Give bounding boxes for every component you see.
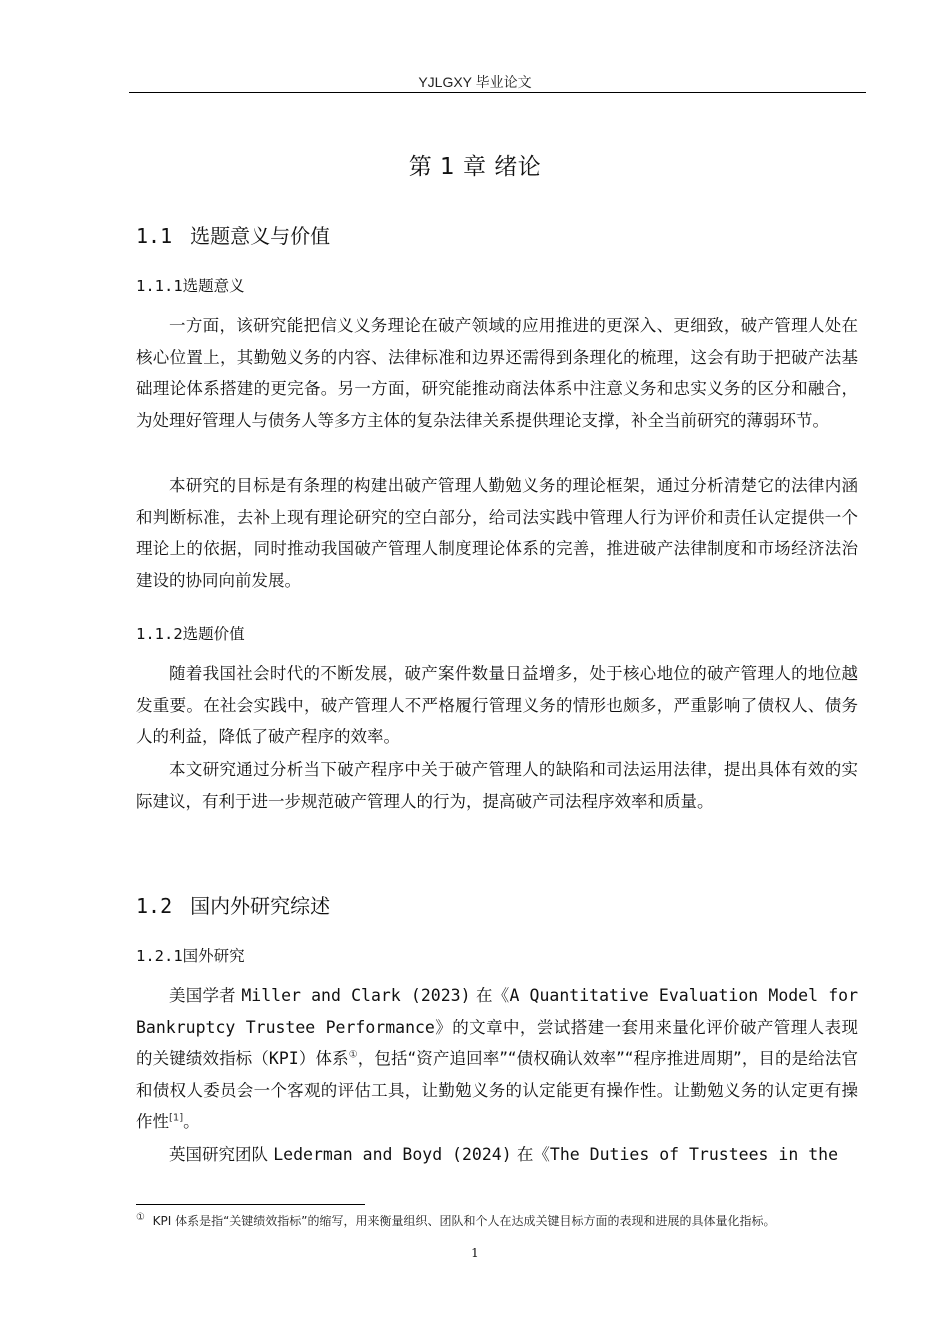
page-number: 1 bbox=[471, 1246, 479, 1260]
subsection-number: 1.1.1 bbox=[136, 277, 183, 295]
section-heading-1-1 bbox=[136, 220, 330, 249]
header-rule bbox=[129, 92, 866, 93]
section-number: 1.1 bbox=[136, 224, 173, 248]
paragraph-1-1-2-b: 本文研究通过分析当下破产程序中关于破产管理人的缺陷和司法运用法律，提出具体有效的实际建议，有利于进一步规范破产管理人的行为，提高破产司法程序效率和质量。 bbox=[136, 760, 858, 811]
chapter-title: 第 1 章 绪论 bbox=[408, 154, 542, 180]
subsection-heading-1-1-2 bbox=[136, 622, 245, 644]
page-header: YJLGXY 毕业论文 bbox=[418, 74, 532, 90]
text-run: 在《 bbox=[511, 1145, 550, 1164]
text-run: 。 bbox=[183, 1112, 200, 1131]
footnote-marker[interactable]: ① bbox=[348, 1049, 358, 1061]
subsection-title: 选题价值 bbox=[182, 625, 245, 643]
subsection-number: 1.2.1 bbox=[136, 947, 183, 965]
section-title: 国内外研究综述 bbox=[190, 894, 331, 918]
cited-title: The Duties of Trustees in the bbox=[549, 1145, 839, 1164]
paragraph-1-2-1-b bbox=[136, 1139, 858, 1171]
paragraph-1-1-2-a: 随着我国社会时代的不断发展，破产案件数量日益增多，处于核心地位的破产管理人的地位越发重要。在社会实践中，破产管理人不严格履行管理义务的情形也颇多，严重影响了债权人、债务人的利益，降低了破产程序的效率。 bbox=[136, 664, 858, 746]
text-run: 英国研究团队 bbox=[169, 1145, 274, 1164]
citation-authors: Miller and Clark (2023) bbox=[241, 986, 471, 1005]
paragraph-1-1-1-b: 本研究的目标是有条理的构建出破产管理人勤勉义务的理论框架，通过分析清楚它的法律内涵和判断标准，去补上现有理论研究的空白部分，给司法实践中管理人行为评价和责任认定提供一个理论上的依据，同时推动我国破产管理人制度理论体系的完善，推进破产法律制度和市场经济法治建设的协同向前发展。 bbox=[136, 476, 858, 590]
paragraph-1-1-1-a: 一方面，该研究能把信义义务理论在破产领域的应用推进的更深入、更细致，破产管理人处在核心位置上，其勤勉义务的内容、法律标准和边界还需得到条理化的梳理，这会有助于把破产法基础理论体系搭建的更完备。另一方面，研究能推动商法体系中注意义务和忠实义务的区分和融合，为处理好管理人与债务人等多方主体的复杂法律关系提供理论支撑，补全当前研究的薄弱环节。 bbox=[136, 316, 858, 430]
subsection-heading-1-2-1 bbox=[136, 944, 245, 966]
footnote-rule bbox=[136, 1204, 365, 1205]
subsection-heading-1-1-1 bbox=[136, 274, 245, 296]
subsection-title: 国外研究 bbox=[182, 947, 245, 965]
footnote-mark: ① bbox=[136, 1212, 145, 1223]
text-run: 》的文章中，尝试搭建一套用来量化评价破产管理人表现的关键绩效指标（ bbox=[136, 1017, 859, 1068]
section-number: 1.2 bbox=[136, 894, 173, 918]
section-heading-1-2 bbox=[136, 890, 330, 919]
citation-authors: Lederman and Boyd (2024) bbox=[273, 1145, 512, 1164]
paragraph-1-2-1-a bbox=[136, 980, 858, 1138]
section-title: 选题意义与价值 bbox=[190, 224, 331, 248]
text-run: 在《 bbox=[470, 986, 510, 1005]
acronym: KPI bbox=[268, 1049, 299, 1068]
cited-title: A Quantitative Evaluation Model for Bankruptcy Trustee Performance bbox=[136, 986, 859, 1037]
footnote bbox=[136, 1212, 858, 1230]
text-run: ）体系 bbox=[298, 1049, 349, 1068]
reference-marker[interactable]: [1] bbox=[169, 1112, 184, 1124]
subsection-title: 选题意义 bbox=[182, 277, 245, 295]
footnote-text: KPI 体系是指“关键绩效指标”的缩写，用来衡量组织、团队和个人在达成关键目标方面的表现和进展的具体量化指标。 bbox=[152, 1214, 776, 1228]
text-run: 美国学者 bbox=[169, 986, 242, 1005]
subsection-number: 1.1.2 bbox=[136, 625, 183, 643]
text-run: ，包括“资产追回率”“债权确认效率”“程序推进周期”，目的是给法官和债权人委员会一个客观的评估工具，让勤勉义务的认定能更有操作性。让勤勉义务的认定更有操作性 bbox=[136, 1049, 859, 1131]
